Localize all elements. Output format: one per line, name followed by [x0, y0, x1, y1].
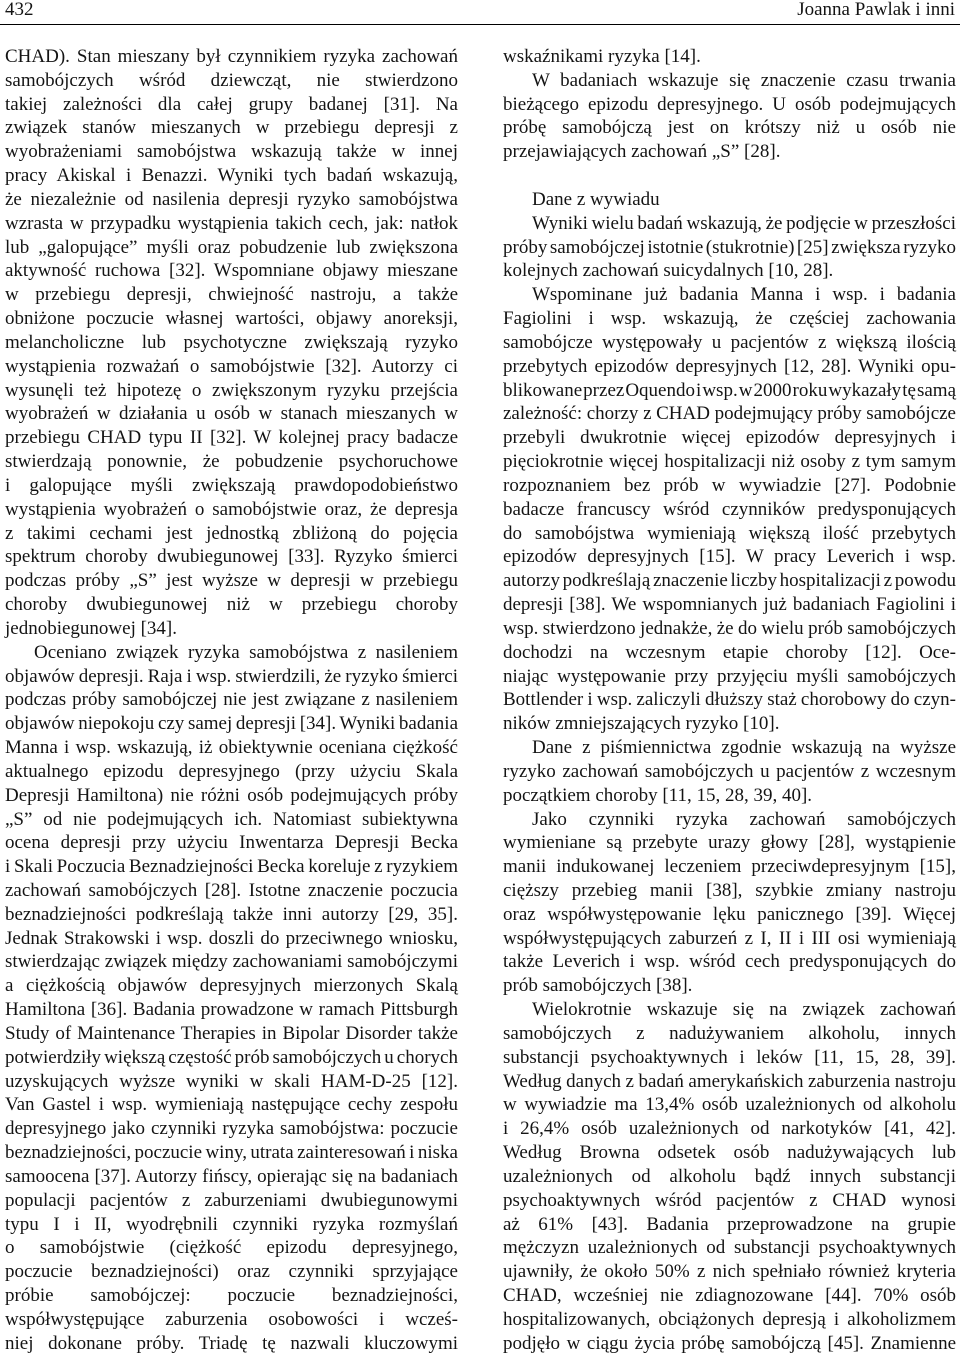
- text-line: wysunęli też hipotezę o zwiększonym ryzyku przejścia: [5, 379, 458, 401]
- paragraph: [503, 736, 956, 807]
- text-line: wsp. stwierdzono jednakże, że do wielu prób samobójczych: [503, 617, 956, 639]
- running-title: Joanna Pawlak i inni: [797, 0, 955, 20]
- text-line: stwierdzając związek między zachowaniami samobójczymi: [5, 951, 458, 973]
- text-line: Manna i wsp. wskazują, iż obiektywnie oceniana ciężkość: [5, 737, 458, 759]
- text-line: wymieniane są przebyte urazy głowy [28], wystąpienie: [503, 832, 956, 854]
- text-line: wyobrażeń w działania u osób w stanach mieszanych w: [5, 403, 458, 425]
- text-line: beznadziejności podkreślają także inni autorzy [29, 35].: [5, 903, 458, 925]
- text-line: początkiem choroby [11, 15, 28, 39, 40].: [503, 784, 813, 806]
- text-line: próbie samobójczej: poczucie beznadziejności,: [5, 1285, 458, 1307]
- text-line: także Leverich i wsp. wśród cech predysponujących do: [503, 951, 956, 973]
- text-line: bieżącego epizodu depresyjnego. U osób podejmujących: [503, 93, 956, 115]
- text-line: depresyjnego jako czynniki ryzyka samobójstwa: poczucie: [5, 1118, 458, 1140]
- text-line: stwierdzają ponownie, że pobudzenie psychoruchowe: [5, 451, 458, 473]
- text-line: podjęło w ciągu życia próbę samobójczą [45]. Znamienne: [503, 1332, 956, 1354]
- page-number: 432: [5, 0, 34, 20]
- text-line: aż 61% [43]. Badania przeprowadzone na grupie: [503, 1213, 956, 1235]
- text-line: CHAD, wcześniej nie zdiagnozowane [44]. 70% osób: [503, 1285, 956, 1307]
- text-line: choroby dwubiegunowej niż w przebiegu choroby: [5, 594, 458, 616]
- text-line: próbę samobójczą jest on krótszy niż u osób nie: [503, 117, 956, 139]
- text-line: Depresji Hamiltona) nie różni osób podejmujących próby: [5, 784, 458, 806]
- text-line: wskaźnikami ryzyka [14].: [503, 46, 701, 67]
- text-line: o samobójstwie (ciężkość epizodu depresyjnego,: [5, 1237, 458, 1259]
- text-line: dochodzi na wczesnym etapie choroby [12]. Oce-: [503, 641, 956, 663]
- text-line: Wspominane już badania Manna i wsp. i badania: [532, 284, 956, 306]
- text-line: zachowań samobójczych [28]. Istotne znaczenie poczucia: [5, 879, 458, 901]
- text-line: wystąpienia rozważań o samobójstwie [32]. Autorzy ci: [5, 355, 458, 377]
- text-line: w przebiegu depresji, chwiejność nastroju, a także: [5, 284, 458, 306]
- text-line: Oceniano związek ryzyka samobójstwa z nasileniem: [34, 641, 458, 663]
- text-line: cięższy przebieg manii [38], szybkie zmiany nastroju: [503, 879, 956, 901]
- text-line: autorzy podkreślają znaczenie liczby hospitalizacji z powodu: [503, 570, 956, 592]
- left-column: [5, 45, 458, 1356]
- paragraph: [5, 641, 458, 1356]
- text-line: pięciokrotnie więcej hospitalizacji niż osoby z tym samym: [503, 451, 956, 473]
- text-line: i galopujące myśli zwiększają prawdopodobieństwo: [5, 474, 458, 496]
- text-line: melancholiczne lub psychotyczne zwiększają ryzyko: [5, 331, 458, 353]
- right-column: [503, 45, 956, 1356]
- text-line: beznadziejności, poczucie winy, utrata zainteresowań i niska: [5, 1142, 458, 1164]
- text-line: wzrasta w przypadku wystąpienia takich cech, jak: natłok: [5, 212, 458, 234]
- text-line: niając występowanie przy przyjęciu myśli samobójczych: [503, 665, 956, 687]
- text-line: badacze francuscy wśród czynników predysponujących: [503, 498, 956, 520]
- text-line: Według danych z badań amerykańskich zaburzenia nastroju: [503, 1070, 956, 1092]
- text-line: zależność: chorzy z CHAD podejmujący próby samobójcze: [503, 403, 956, 425]
- text-line: współwystępujących zaburzeń z I, II i III osi wymieniają: [503, 927, 956, 949]
- text-line: Fagiolini i wsp. wskazują, że częściej zachowania: [503, 308, 956, 330]
- text-line: kolejnych zachowań suicydalnych [10, 28].: [503, 260, 834, 282]
- text-line: substancji psychoaktywnych i leków [11, 15, 28, 39].: [503, 1046, 956, 1068]
- paragraph: [503, 45, 956, 69]
- text-line: do samobójstwa wymieniają większą ilość przebytych: [503, 522, 956, 544]
- text-line: przebyli dwukrotnie więcej epizodów depresyjnych i: [503, 427, 956, 449]
- text-line: mężczyzn uzależnionych od substancji psychoaktywnych: [503, 1237, 956, 1259]
- text-line: Jako czynniki ryzyka zachowań samobójczych: [532, 808, 956, 830]
- text-line: podczas próby „S” jest wyższe w depresji w przebiegu: [5, 570, 458, 592]
- text-line: i Skali Poczucia Beznadziejności Becka koreluje z ryzykiem: [5, 856, 458, 878]
- text-line: manii indukowanej leczeniem przeciwdepresyjnym [15],: [503, 856, 956, 878]
- text-line: Według Browna odsetek osób nadużywających lub: [503, 1142, 956, 1164]
- paragraph: [503, 283, 956, 736]
- text-line: aktualnego epizodu depresyjnego (przy użyciu Skala: [5, 760, 458, 782]
- text-line: wystąpienia wyobrażeń o samobójstwie oraz, że depresja: [5, 498, 458, 520]
- text-line: jednobiegunowej [34].: [5, 617, 178, 639]
- text-line: samobójczych wśród dziewcząt, nie stwierdzono: [5, 69, 458, 91]
- text-line: pracy Akiskal i Benazzi. Wyniki tych badań wskazują,: [5, 165, 458, 187]
- text-line: depresji [38]. We wspomnianych już badaniach Fagiolini i: [503, 594, 956, 616]
- text-line: współwystępujące zaburzenia osobowości i wcześ-: [5, 1308, 458, 1330]
- text-line: przebytych epizodów depresyjnych [12, 28]. Wyniki opu-: [503, 355, 956, 377]
- text-line: a ciężkością objawów depresyjnych mierzonych Skalą: [5, 975, 458, 997]
- text-line: obniżone poczucie własnej wartości, objawy anoreksji,: [5, 308, 458, 330]
- text-line: i 26,4% osób uzależnionych od narkotyków [41, 42].: [503, 1118, 956, 1140]
- paragraph: [503, 212, 956, 283]
- text-line: w wywiadzie ma 13,4% osób uzależnionych od alkoholu: [503, 1094, 956, 1116]
- text-line: samoocena [37]. Autorzy fińscy, opierając się na badaniach: [5, 1165, 458, 1187]
- text-line: prób samobójczych [38].: [503, 975, 693, 997]
- text-line: W badaniach wskazuje się znaczenie czasu trwania: [532, 69, 956, 91]
- text-line: Jednak Strakowski i wsp. doszli do przeciwnego wniosku,: [5, 927, 458, 949]
- text-line: hospitalizowanych, obciążonych depresją i alkoholizmem: [503, 1308, 956, 1330]
- paragraph: [503, 998, 956, 1355]
- text-line: Bottlender i wsp. zaliczyli dłuższy staż chorobowy do czyn-: [503, 689, 956, 711]
- text-line: „S” od nie podejmujących ich. Natomiast subiektywna: [5, 808, 458, 830]
- text-line: blikowane przez Oquendo i wsp. w 2000 roku wykazały tę samą: [503, 379, 956, 401]
- paragraph: [503, 69, 956, 164]
- text-line: niej dokonane próby. Triadę tę nazwali kluczowymi: [5, 1332, 458, 1354]
- text-line: przebiegu CHAD typu II [32]. W kolejnej pracy badacze: [5, 427, 458, 449]
- text-line: objawów depresji. Raja i wsp. stwierdzili, że ryzyko śmierci: [5, 665, 458, 687]
- text-line: populacji pacjentów z zaburzeniami dwubiegunowymi: [5, 1189, 458, 1211]
- text-line: Wyniki wielu badań wskazują, że podjęcie w przeszłości: [532, 212, 956, 234]
- text-line: poczucie beznadziejności) oraz czynniki sprzyjające: [5, 1261, 458, 1283]
- text-line: przejawiających zachowań „S” [28].: [503, 141, 781, 163]
- text-line: oraz współwystępowanie lęku panicznego [39]. Więcej: [503, 903, 956, 925]
- section-heading: Dane z wywiadu: [532, 188, 660, 210]
- text-line: Dane z piśmiennictwa zgodnie wskazują na wyższe: [532, 737, 956, 759]
- text-line: psychoaktywnych wśród pacjentów z CHAD wynosi: [503, 1189, 956, 1211]
- text-line: ujawniły, że około 50% z nich spełniało również kryteria: [503, 1261, 956, 1283]
- text-line: uzależnionych od alkoholu bądź innych substancji: [503, 1165, 956, 1187]
- text-line: typu I i II, wyodrębnili czynniki ryzyka rozmyślań: [5, 1213, 458, 1235]
- text-line: ników zmniejszających ryzyko [10].: [503, 713, 780, 735]
- text-line: ocena depresji przy użyciu Inwentarza Depresji Becka: [5, 832, 458, 854]
- text-line: rozpoznaniem bez prób w wywiadzie [27]. Podobnie: [503, 474, 956, 496]
- text-line: Hamiltona [36]. Badania prowadzone w ramach Pittsburgh: [5, 999, 458, 1021]
- text-line: Van Gastel i wsp. wymieniają następujące cechy zespołu: [5, 1094, 458, 1116]
- text-line: z takimi cechami jest jednostką zbliżoną do pojęcia: [5, 522, 458, 544]
- text-line: lub „galopujące” myśli oraz pobudzenie lub zwiększona: [5, 236, 458, 258]
- text-line: aktywność ruchowa [32]. Wspomniane objawy mieszane: [5, 260, 458, 282]
- text-line: CHAD). Stan mieszany był czynnikiem ryzyka zachowań: [5, 46, 458, 67]
- paragraph: [503, 808, 956, 999]
- text-line: samobójczych z nadużywaniem alkoholu, innych: [503, 1022, 956, 1044]
- text-line: takiej zależności dla całej grupy badanej [31]. Na: [5, 93, 458, 115]
- text-line: potwierdziły większą częstość prób samobójczych u chorych: [5, 1046, 458, 1068]
- text-line: próby samobójczej istotnie (stukrotnie) [25] zwiększa ryzyko: [503, 236, 956, 258]
- text-line: epizodów depresyjnych [15]. W pracy Leverich i wsp.: [503, 546, 956, 568]
- text-line: objawów niepokoju czy samej depresji [34]. Wyniki badania: [5, 713, 458, 735]
- text-line: związek stanów mieszanych w przebiegu depresji z: [5, 117, 458, 139]
- text-line: samobójcze występowały u pacjentów z większą ilością: [503, 331, 956, 353]
- text-line: uzyskujących wyższe wyniki w skali HAM-D-25 [12].: [5, 1070, 458, 1092]
- paragraph: [5, 45, 458, 641]
- text-line: spektrum choroby dwubiegunowej [33]. Ryzyko śmierci: [5, 546, 458, 568]
- text-line: wyobrażeniami samobójstwa wskazują także w innej: [5, 141, 458, 163]
- running-header: [0, 0, 960, 24]
- text-line: Study of Maintenance Therapies in Bipolar Disorder także: [5, 1022, 458, 1044]
- text-line: Wielokrotnie wskazuje się na związek zachowań: [532, 999, 956, 1021]
- text-line: ryzyko zachowań samobójczych u pacjentów z wczesnym: [503, 760, 956, 782]
- text-line: że niezależnie od nasilenia depresji ryzyko samobójstwa: [5, 188, 458, 210]
- text-line: podczas próby samobójczej nie jest związane z nasileniem: [5, 689, 458, 711]
- header-rule: [0, 24, 960, 25]
